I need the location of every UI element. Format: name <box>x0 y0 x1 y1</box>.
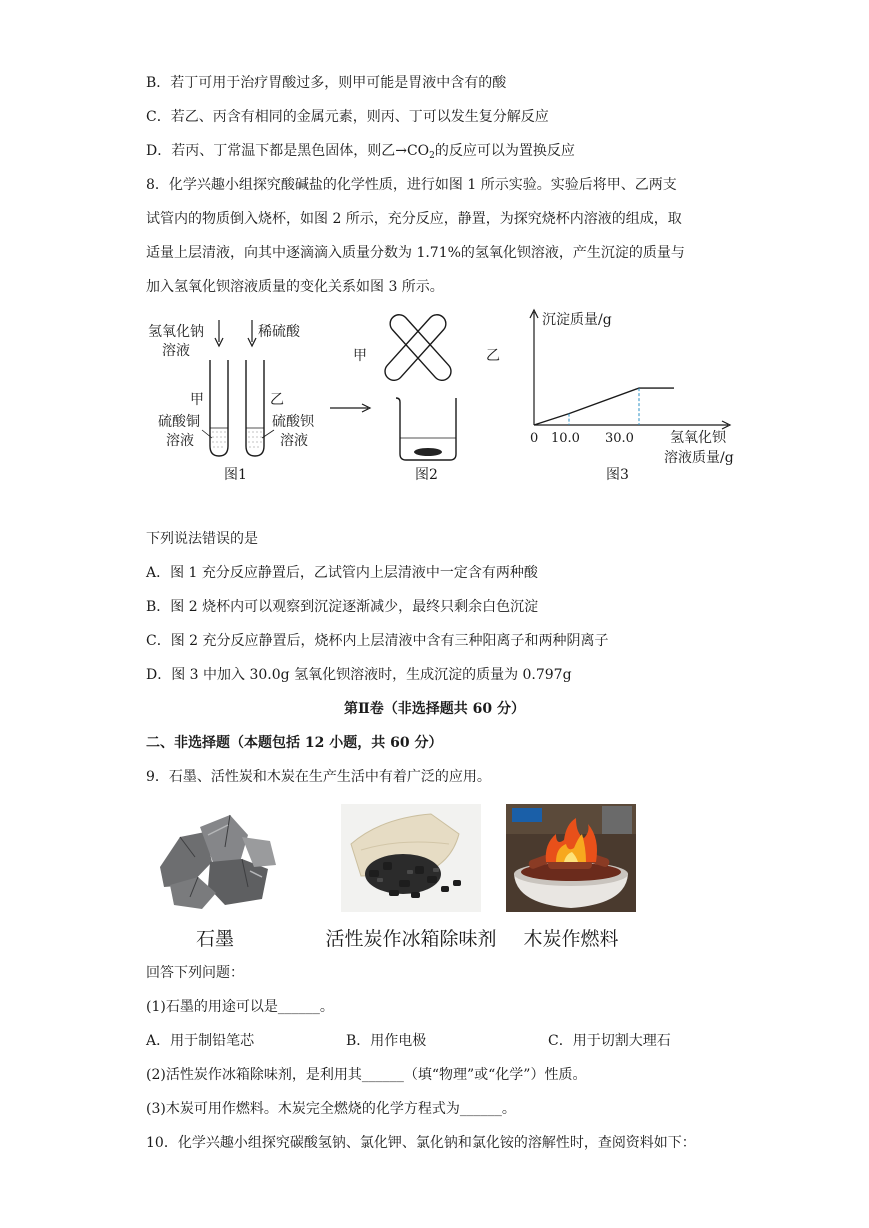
q9-answer-prompt: 回答下列问题： <box>146 965 244 981</box>
q9-stem: 9．石墨、活性炭和木炭在生产生活中有着广泛的应用。 <box>146 769 491 785</box>
fig3-ylabel: 沉淀质量/g <box>542 312 612 328</box>
charcoal-fuel-photo <box>506 804 636 912</box>
q8-option-a: A．图 1 充分反应静置后，乙试管内上层清液中一定含有两种酸 <box>146 565 538 581</box>
fig1-tube-right-label: 乙 <box>270 392 284 408</box>
fig2-tube-right-label: 乙 <box>486 348 500 364</box>
fig1-reagent-left-2: 溶液 <box>162 343 190 359</box>
fig3-xlabel-2: 溶液质量/g <box>664 450 734 466</box>
q9-sub-1-option-c: C．用于切割大理石 <box>548 1033 671 1049</box>
q9-sub-2: (2)活性炭作冰箱除味剂，是利用其______（填“物理”或“化学”）性质。 <box>146 1067 587 1083</box>
q10-stem: 10．化学兴趣小组探究碳酸氢钠、氯化钾、氯化钠和氯化铵的溶解性时，查阅资料如下： <box>146 1135 696 1151</box>
q8-option-c: C．图 2 充分反应静置后，烧杯内上层清液中含有三种阳离子和两种阴离子 <box>146 633 609 649</box>
figure-2 <box>353 311 500 483</box>
charcoal-fuel-caption: 木炭作燃料 <box>523 928 619 950</box>
activated-charcoal-photo <box>341 804 481 912</box>
q9-sub-1-option-a: A．用于制铅笔芯 <box>146 1033 255 1049</box>
fig2-tube-left <box>381 311 449 384</box>
figure-3-chart <box>530 310 734 483</box>
q7-option-d: D．若丙、丁常温下都是黑色固体，则乙$\to CO_2$的反应可以为置换反应 <box>146 143 575 161</box>
q9-sub-1-option-b: B．用作电极 <box>346 1033 427 1049</box>
q7-option-c: C．若乙、丙含有相同的金属元素，则丙、丁可以发生复分解反应 <box>146 109 549 125</box>
fig3-tick-30: 30.0 <box>605 431 634 446</box>
fig2-tube-left-label: 甲 <box>353 348 367 364</box>
q8-prompt: 下列说法错误的是 <box>146 531 258 547</box>
graphite-caption: 石墨 <box>195 928 234 950</box>
q8-stem-line-4: 加入氢氧化钡溶液质量的变化关系如图 3 所示。 <box>146 279 444 295</box>
fig1-solution-left-1: 硫酸铜 <box>158 414 200 430</box>
fig1-solution-right-1: 硫酸钡 <box>272 414 314 430</box>
fig1-solution-right-2: 溶液 <box>280 433 308 449</box>
fig1-solution-left-2: 溶液 <box>166 433 194 449</box>
fig2-tube-right <box>386 311 454 384</box>
section-2-heading: 二、非选择题（本题包括 12 小题，共 60 分） <box>146 735 443 751</box>
activated-charcoal-caption: 活性炭作冰箱除味剂 <box>325 928 497 950</box>
fig3-tick-10: 10.0 <box>551 431 580 446</box>
q9-sub-3: (3)木炭可用作燃料。木炭完全燃烧的化学方程式为______。 <box>146 1101 516 1117</box>
fig1-reagent-left-1: 氢氧化钠 <box>148 324 204 340</box>
fig1-reagent-right: 稀硫酸 <box>258 324 300 340</box>
fig3-caption: 图3 <box>606 467 629 483</box>
fig2-caption: 图2 <box>415 467 438 483</box>
figure-1 <box>148 320 315 483</box>
fig1-tube-left <box>210 360 228 456</box>
fig3-xlabel-1: 氢氧化钡 <box>670 430 726 446</box>
q8-option-b: B．图 2 烧杯内可以观察到沉淀逐渐减少，最终只剩余白色沉淀 <box>146 599 539 615</box>
q8-stem-line-2: 试管内的物质倒入烧杯，如图 2 所示，充分反应，静置，为探究烧杯内溶液的组成，取 <box>146 211 682 227</box>
fig3-origin-label: 0 <box>530 431 539 446</box>
q9-sub-1: (1)石墨的用途可以是______。 <box>146 999 334 1015</box>
fig1-tube-left-label: 甲 <box>190 392 204 408</box>
q8-stem-line-1: 8．化学兴趣小组探究酸碱盐的化学性质，进行如图 1 所示实验。实验后将甲、乙两支 <box>146 177 677 193</box>
fig1-tube-right <box>246 360 264 456</box>
graphite-photo <box>150 807 280 912</box>
fig3-series-line <box>534 388 674 425</box>
q8-option-d: D．图 3 中加入 30.0g 氢氧化钡溶液时，生成沉淀的质量为 0.797g <box>146 667 572 683</box>
fig1-caption: 图1 <box>224 467 247 483</box>
q7-option-b: B．若丁可用于治疗胃酸过多，则甲可能是胃液中含有的酸 <box>146 75 507 91</box>
q8-figures <box>0 300 869 500</box>
section-2-title: 第Ⅱ卷（非选择题共 60 分） <box>343 701 526 717</box>
q8-stem-line-3: 适量上层清液，向其中逐滴滴入质量分数为 1.71%的氢氧化钡溶液，产生沉淀的质量与 <box>146 245 685 261</box>
